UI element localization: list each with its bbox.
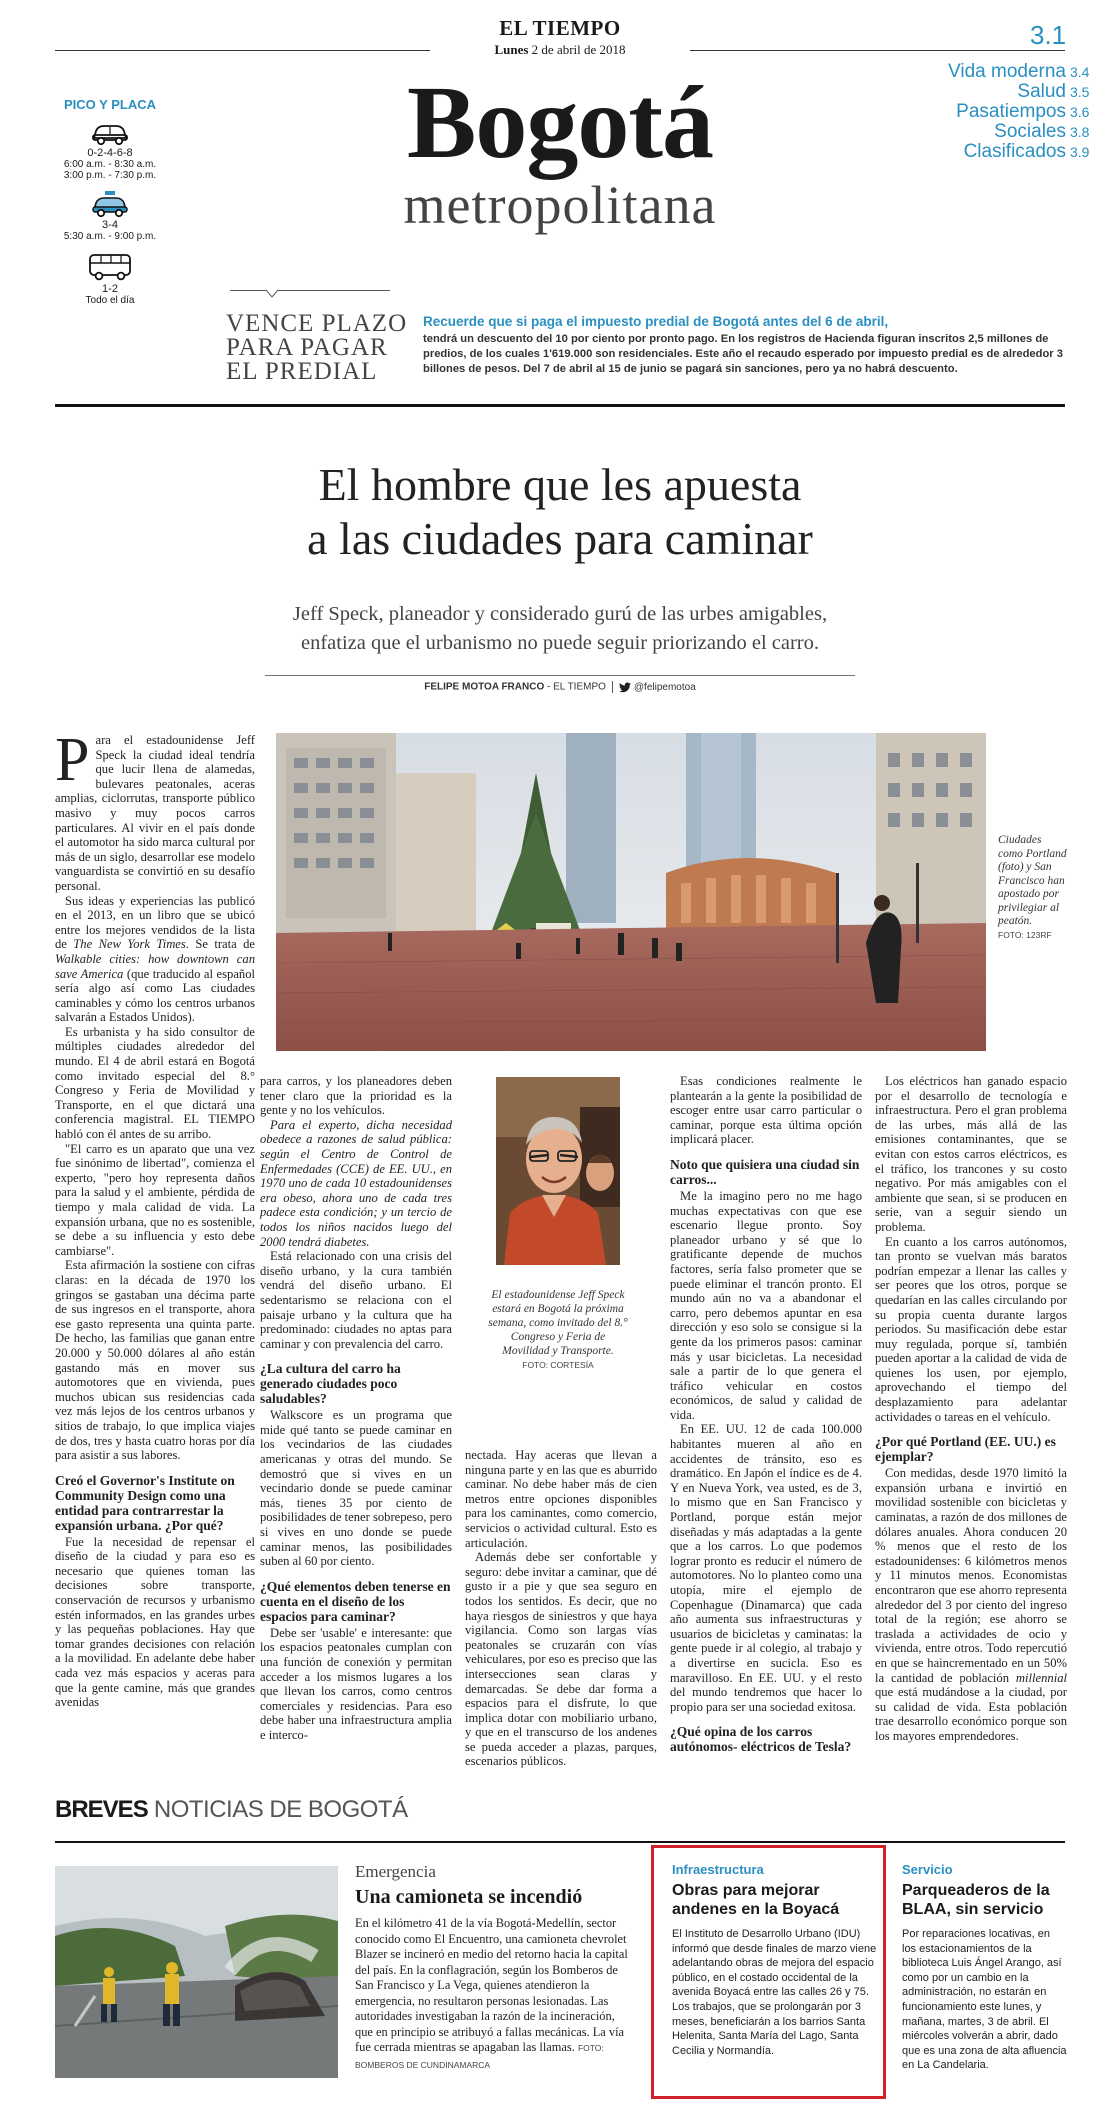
twitter-handle[interactable]: @felipemotoa	[633, 681, 696, 693]
section-title: Bogotá	[407, 65, 713, 180]
predial-lead: Recuerde que si paga el impuesto predial de Bogotá antes del 6 de abril,	[423, 314, 889, 329]
breve-body: En el kilómetro 41 de la vía Bogotá-Medellín, sector conocido como El Encuentro, una camioneta chevrolet Blazer se incineró en medio del retorno hacia la capital del país. En la conflagración, según los Bomberos de San Francisco y La Vega, quienes atendieron la emergencia, no resultaron personas lesionadas. Las autoridades investigaban la razón de la incineración, que en principio se atribuyó a fallas mecánicas. La vía fue cerrada mientras se apagaban las llamas. FOTO: BOMBEROS DE CUNDINAMARCA	[355, 1916, 628, 2070]
breve-infraestructura	[672, 1862, 877, 2058]
breves-section-title: BREVES NOTICIAS DE BOGOTÁ	[55, 1796, 408, 1823]
article-column-2: para carros, y los planeadores deben tener claro que la prioridad es la gente y no los vehículos. Para el experto, dicha necesidad obedece a razones de salud pública: según el Centro de Control de Enfermedades (CCE) de EE. UU., en 1970 uno de cada 10 estadounidenses era obeso, ahora uno de cada tres padece esta condición; y un tercio de todos los niños nacidos luego del 2000 tendrá diabetes. Está relacionado con una crisis del diseño urbano, y la cura también vendrá del diseño urbano. El sedentarismo se relaciona con el paisaje urbano y la cultura que ha predominado: ciudades no aptas para caminar y con prevalencia del carro. ¿La cultura del carro ha generado ciudades poco saludables? Walkscore es un programa que mide qué tanto se puede caminar en los vecindarios de las ciudades americanas y otras del mundo. Se demostró que si vives en un vecindario donde se puede caminar más, tienes 35 por ciento de posibilidades de tener sobrepeso, pero si vives en uno donde se puede caminar menos, las posibilidades suben al 60 por ciento. ¿Qué elementos deben tenerse en cuenta en el diseño de los espacios para caminar? Debe ser 'usable' e interesante: que los espacios peatonales cumplan con una función de conexión y permitan acceder a los mismos lugares a los que llevan los carros, como centros comerciales y residencias. Para eso debe haber una infraestructura amplia e interco-	[260, 1074, 452, 1742]
newspaper-name: EL TIEMPO	[499, 16, 621, 40]
breve-body: El Instituto de Desarrollo Urbano (IDU) informó que desde finales de marzo viene adelantando obras de mejora del espacio público, en el costado occidental de la avenida Boyacá entre las calles 26 y 75. Los trabajos, que se prolongarán por 3 meses, beneficiarán a los barrios Santa Helenita, Santa María del Lago, Santa Cecilia y Normandía.	[672, 1928, 877, 2057]
burned-truck-photo	[55, 1866, 338, 2078]
interview-question: ¿La cultura del carro ha generado ciudades poco saludables?	[260, 1361, 401, 1407]
breves-rule	[55, 1841, 1065, 1843]
toc-item[interactable]: Pasatiempos 3.6	[956, 101, 1090, 122]
jeff-speck-portrait	[496, 1077, 620, 1265]
article-deck: Jeff Speck, planeador y considerado gurú de las urbes amigables, enfatiza que el urbanismo no puede seguir priorizando el carro.	[292, 603, 828, 654]
toc-item[interactable]: Sociales 3.8	[994, 121, 1090, 142]
bus-icon	[87, 252, 133, 282]
section-subtitle: metropolitana	[403, 175, 717, 235]
article-column-3: nectada. Hay aceras que llevan a ninguna parte y en las que es aburrido caminar. No debe haber más de cien metros entre opciones disponibles para los caminantes, como comercio, servicios o actividad cultural. Esto es articulación. Además debe ser confortable y seguro: debe invitar a caminar, que dé gusto ir a pie y que sea seguro en todos los sentidos. Es decir, que no haya riesgos de siniestros y que haya vigilancia. Como son largas vías peatonales se cruzarán con vías vehiculares, por eso es preciso que las intersecciones sean claras y demarcadas. Se debe dar forma a espacios para el disfrute, lo que implica dotar con mobiliario urbano, y que en el transcurso de los andenes se pueda acceder a plazas, parques, escenarios públicos.	[465, 1448, 657, 1769]
breve-headline[interactable]: Una camioneta se incendió	[355, 1886, 583, 1908]
interview-question: Noto que quisiera una ciudad sin carros...	[670, 1156, 860, 1187]
toc-item[interactable]: Vida moderna 3.4	[948, 61, 1090, 82]
dropcap: P	[55, 726, 90, 794]
article-column-1: Para el estadounidense Jeff Speck la ciudad ideal tendría que lucir llena de alamedas, bulevares peatonales, aceras amplias, ciclorrutas, transporte público masivo y muy pocos carros particulares. Al vivir en el país donde el automotor ha sido marca cultural por más de un siglo, desarrollar ese modelo vanguardista se convirtió en su desafío personal. Sus ideas y experiencias las publicó en el 2013, en un libro que se ubicó entre los mejores vendidos de la lista de The New York Times. Se trata de Walkable cities: how downtown can save America (que traducido al español sería algo así como Las ciudades caminables y cómo los centros urbanos salvarán a Estados Unidos). Es urbanista y ha sido consultor de múltiples ciudades alrededor del mundo. El 4 de abril estará en Bogotá como invitado especial del 8.° Congreso y Feria de Movilidad y Transporte, en el que dictará una conferencia magistral. EL TIEMPO habló con él antes de su arribo. "El carro es un aparato que una vez fue sinónimo de libertad", comienza el experto, "pero hoy representa daños para la salud y el ambiente, pérdida de tiempo y mala calidad de vida. La expansión urbana, que no es sostenible, se debe a su influencia y esto debe cambiarse". Esta afirmación la sostiene con cifras claras: en la década de 1970 los gringos se gastaban una décima parte de sus ingresos en el transporte, ahora ese gasto representa una quinta parte. De hecho, las familias que ganan entre 20.000 y 50.000 dólares al año están gastando más en mover sus automotores que en vivienda, pues muchos ubican sus residencias cada vez más lejos de los centros urbanos y sitios de trabajo, lo que implica viajes de dos, tres y hasta cuatro horas por día para asistir a sus labores. Creó el Governor's Institute on Community Design como una entidad para contrarrestar la expansión urbana. ¿Por qué? Fue la necesidad de repensar el diseño de la ciudad y para eso es necesario que quienes toman las decisiones sobre transporte, conservación de recursos y urbanismo estén informados, en las grandes urbes y las pequeñas poblaciones. Hay que tomar grandes decisiones con relación a la movilidad. En adelante debe haber cada vez más espacios y aceras para que la gente camine, más que grandes avenidas	[55, 726, 255, 1710]
breve-emergencia	[355, 1862, 635, 2073]
predial-label: VENCE PLAZO PARA PAGAR EL PREDIAL	[226, 310, 408, 385]
pico-entry-buses: 1-2 Todo el día	[50, 252, 170, 306]
portrait-caption: El estadounidense Jeff Speck estará en Bogotá la próxima semana, como invitado del 8.° Congreso y Feria de Movilidad y Transporte. FOTO: CORTESÍA	[488, 1289, 628, 1370]
article-column-4: Esas condiciones realmente le plantearán a la gente la posibilidad de escoger entre usar carro particular o caminar, porque esta última opción implicará placer. Noto que quisiera una ciudad sin carros... Me la imagino pero no me hago muchas expectativas con que ese escenario llegue pronto. Soy planeador urbano y sé que lo gratificante depende de muchos factores, sería falso prometer que se puede eliminar el trancón pronto. El mundo aún no va a abandonar el carro, pero debemos apuntar en esa dirección y eso solo se consigue si la gente da los primeros pasos: caminar más y usar bicicletas. La necesidad sale a partir de lo que genera el tráfico vehicular en costos económicos, de salud y calidad de vida. En EE. UU. 12 de cada 100.000 habitantes mueren al año en accidentes de tránsito, eso es dramático. En Japón el índice es de 4. Y en Nueva York, vea usted, es de 3, lo mismo que en San Francisco y Portland, porque están mejor diseñadas y más adaptadas a la gente que a los carros. Lo que podemos lograr pronto es reducir el número de automotores. No lo planteo como una utopía, mire el ejemplo de Copenhague (Dinamarca) que cada año aumenta sus infraestructuras y usuarios de bicicletas y caminatas: la gente puede ir al colegio, al trabajo y a divertirse en sucicla. Eso es maravilloso. En EE. UU. y el resto del mundo tendremos que hacer lo propio para ser una sociedad exitosa. ¿Qué opina de los carros autónomos- eléctricos de Tesla?	[670, 1074, 862, 1755]
article-headline: El hombre que les apuesta a las ciudades para caminar	[307, 459, 813, 564]
main-photo-caption: Ciudades como Portland (foto) y San Francisco han apostado por privilegiar al peatón. FOTO: 123RF	[998, 834, 1067, 940]
breve-kicker: Emergencia	[355, 1862, 436, 1881]
predial-notch-icon	[266, 290, 278, 298]
twitter-icon	[619, 682, 631, 693]
interview-question: ¿Por qué Portland (EE. UU.) es ejemplar?	[875, 1434, 1056, 1465]
predial-body: tendrá un descuento del 10 por ciento por pronto pago. En los registros de Hacienda figuran inscritos 2,5 millones de predios, de los cuales 1'619.000 son residenciales. Este año el recaudo esperado por impuesto predial es de alrededor 3 billones de pesos. Del 7 de abril al 15 de junio se pagará sin sanciones, pero ya no habrá descuento.	[423, 333, 1063, 375]
pico-y-placa-title: PICO Y PLACA	[64, 97, 156, 112]
breve-headline[interactable]: Parqueaderos de la BLAA, sin servicio	[902, 1882, 1050, 1918]
predial-rule	[230, 290, 390, 291]
breve-servicio	[902, 1862, 1067, 2073]
article-column-5: Los eléctricos han ganado espacio por el desarrollo de tecnología e infraestructura. Pero el gran problema de las urbes, más allá de las emisiones contaminantes, que se evitan con estos carros eléctricos, es el tráfico, los trancones y su costo negativo. Por más amigables con el ambiente que sean, si se producen en serie, van a seguir siendo un problema. En cuanto a los carros autónomos, tan pronto se vuelvan más baratos podrían empezar a llenar las calles y ser peores que los otros, porque se quedarían en las calles circulando por su propia cuenta durante largos periodos. Su masificación debe estar muy regulada, porque sí, también pueden aportar a la calidad de vida de quienes los usen, por ejemplo, aprovechando el tiempo del desplazamiento para adelantar actividades o tareas en el vehículo. ¿Por qué Portland (EE. UU.) es ejemplar? Con medidas, desde 1970 limitó la expansión urbana e invirtió en movilidad sostenible con bicicletas y caminatas, a razón de dos millones de dólares anuales. Ahora conducen 20 % menos que el resto de los estadounidenses: 6 kilómetros menos y 11 minutos menos. Economistas encontraron que ese ahorro representa alrededor del 3 por ciento del ingreso total de la región; ese ahorro se traslada a actividades de ocio y vivienda, entre otros. Todo repercutió en que se haincrementado en un 50% la cantidad de población millennial que está mudándose a la ciudad, por su calidad de vida. Esta población trae desarrollo económico porque son los mayores emprendedores.	[875, 1074, 1067, 1743]
pico-entry-taxis: 3-4 5:30 a.m. - 9:00 p.m.	[50, 190, 170, 242]
section-divider	[55, 404, 1065, 407]
breve-body: Por reparaciones locativas, en los estacionamientos de la biblioteca Luis Ángel Arango, así como por un cambio en la administración, no estarán en funcionamiento este lunes, y mañana, martes, 3 de abril. El miércoles volverán a abrir, dado que es una zona de alta afluencia en La Candelaria.	[902, 1928, 1067, 2072]
byline-rule	[265, 675, 855, 676]
breve-kicker: Servicio	[902, 1862, 953, 1877]
interview-question: ¿Qué elementos deben tenerse en cuenta en el diseño de los espacios para caminar?	[260, 1578, 451, 1624]
breve-headline[interactable]: Obras para mejorar andenes en la Boyacá	[672, 1882, 840, 1918]
interview-question: Creó el Governor's Institute on Community Design como una entidad para contrarrestar la expansión urbana. ¿Por qué?	[55, 1472, 235, 1533]
breve-kicker: Infraestructura	[672, 1862, 764, 1877]
page-number: 3.1	[1030, 20, 1067, 50]
interview-question: ¿Qué opina de los carros autónomos- eléctricos de Tesla?	[670, 1724, 852, 1755]
pico-entry-cars: 0-2-4-6-8 6:00 a.m. - 8:30 a.m. 3:00 p.m. - 7:30 p.m.	[50, 120, 170, 181]
toc-item[interactable]: Clasificados 3.9	[963, 141, 1090, 162]
article-byline: FELIPE MOTOA FRANCO - EL TIEMPO @felipemotoa	[424, 681, 696, 693]
toc-item[interactable]: Salud 3.5	[1017, 81, 1090, 102]
issue-date: Lunes 2 de abril de 2018	[494, 42, 626, 57]
portland-square-photo	[276, 733, 986, 1051]
